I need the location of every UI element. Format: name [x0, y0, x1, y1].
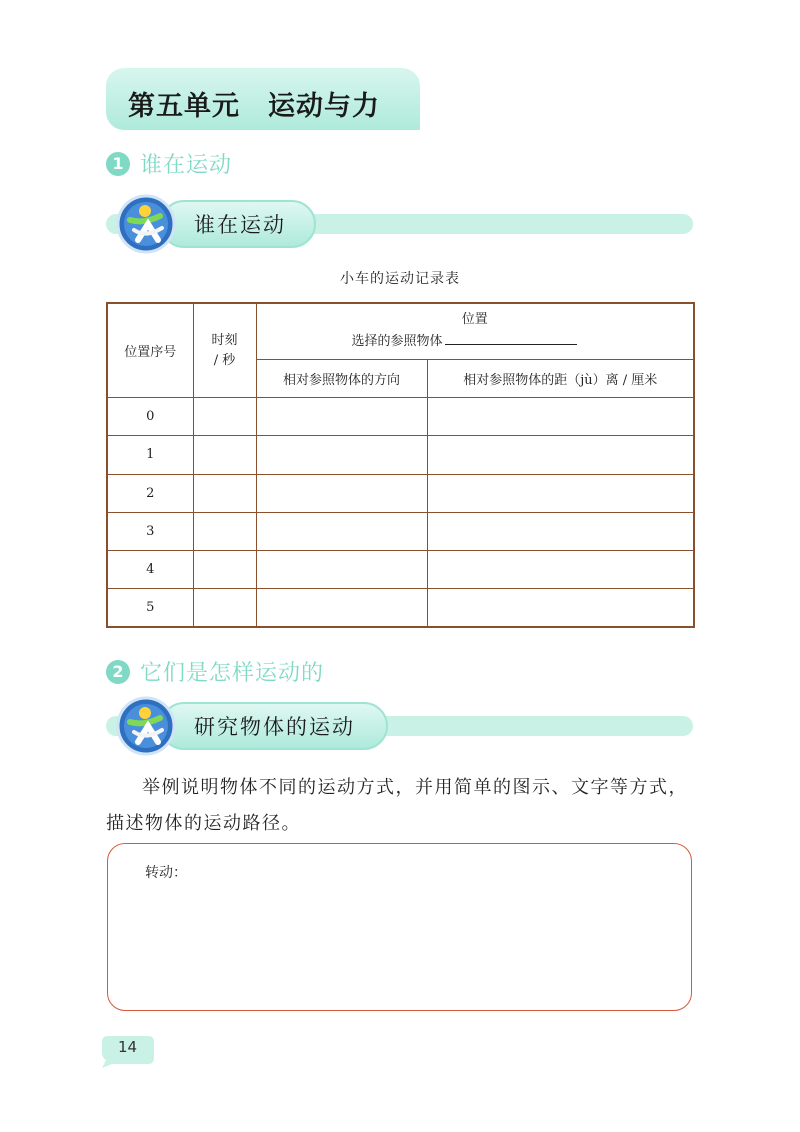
header-time: 时刻 / 秒	[193, 303, 256, 398]
row-index: 4	[107, 551, 193, 589]
header-position-label: 位置	[461, 312, 488, 328]
section-number-badge: 1	[106, 152, 130, 176]
distance-cell[interactable]	[427, 589, 694, 627]
table-row	[107, 474, 694, 512]
table-row	[107, 512, 694, 550]
direction-cell[interactable]	[256, 474, 427, 512]
row-index: 2	[107, 474, 193, 512]
header-position	[256, 303, 694, 359]
section-1-heading	[106, 148, 232, 179]
section-number-badge: 2	[106, 660, 130, 684]
distance-cell[interactable]	[427, 436, 694, 474]
time-cell[interactable]	[193, 436, 256, 474]
header-position-no: 位置序号	[107, 303, 193, 398]
reference-object-blank[interactable]	[445, 332, 577, 345]
page-number: 14	[118, 1038, 138, 1056]
table-caption: 小车的运动记录表	[340, 271, 460, 287]
direction-cell[interactable]	[256, 589, 427, 627]
table-row	[107, 398, 694, 436]
table-row	[107, 436, 694, 474]
row-index: 5	[107, 589, 193, 627]
distance-cell[interactable]	[427, 398, 694, 436]
distance-cell[interactable]	[427, 512, 694, 550]
activity-logo-icon	[116, 194, 176, 254]
direction-cell[interactable]	[256, 398, 427, 436]
distance-cell[interactable]	[427, 551, 694, 589]
time-cell[interactable]	[193, 512, 256, 550]
answer-label: 转动：	[145, 865, 187, 881]
reference-object-line	[257, 331, 694, 353]
time-cell[interactable]	[193, 551, 256, 589]
activity-pill	[160, 702, 388, 750]
row-index: 1	[107, 436, 193, 474]
section-1-title: 谁在运动	[140, 153, 233, 178]
header-distance: 相对参照物体的距（jù）离 / 厘米	[427, 359, 694, 397]
row-index: 0	[107, 398, 193, 436]
direction-cell[interactable]	[256, 512, 427, 550]
activity-1-title: 谁在运动	[194, 213, 286, 237]
direction-cell[interactable]	[256, 436, 427, 474]
distance-cell[interactable]	[427, 474, 694, 512]
section-2-title: 它们是怎样运动的	[140, 661, 325, 686]
activity-2-title: 研究物体的运动	[194, 715, 355, 739]
instruction-paragraph: 举例说明物体不同的运动方式，并用简单的图示、文字等方式，描述物体的运动路径。	[106, 777, 688, 834]
table-row	[107, 551, 694, 589]
row-index: 3	[107, 512, 193, 550]
time-cell[interactable]	[193, 474, 256, 512]
header-direction: 相对参照物体的方向	[256, 359, 427, 397]
time-cell[interactable]	[193, 589, 256, 627]
answer-box[interactable]	[107, 843, 692, 1011]
table-row	[107, 589, 694, 627]
unit-title: 第五单元 运动与力	[128, 91, 380, 122]
section-2-heading	[106, 656, 324, 687]
activity-pill	[160, 200, 316, 248]
activity-logo-icon	[116, 696, 176, 756]
reference-object-label: 选择的参照物体	[351, 334, 443, 350]
record-table	[106, 302, 695, 628]
direction-cell[interactable]	[256, 551, 427, 589]
time-cell[interactable]	[193, 398, 256, 436]
